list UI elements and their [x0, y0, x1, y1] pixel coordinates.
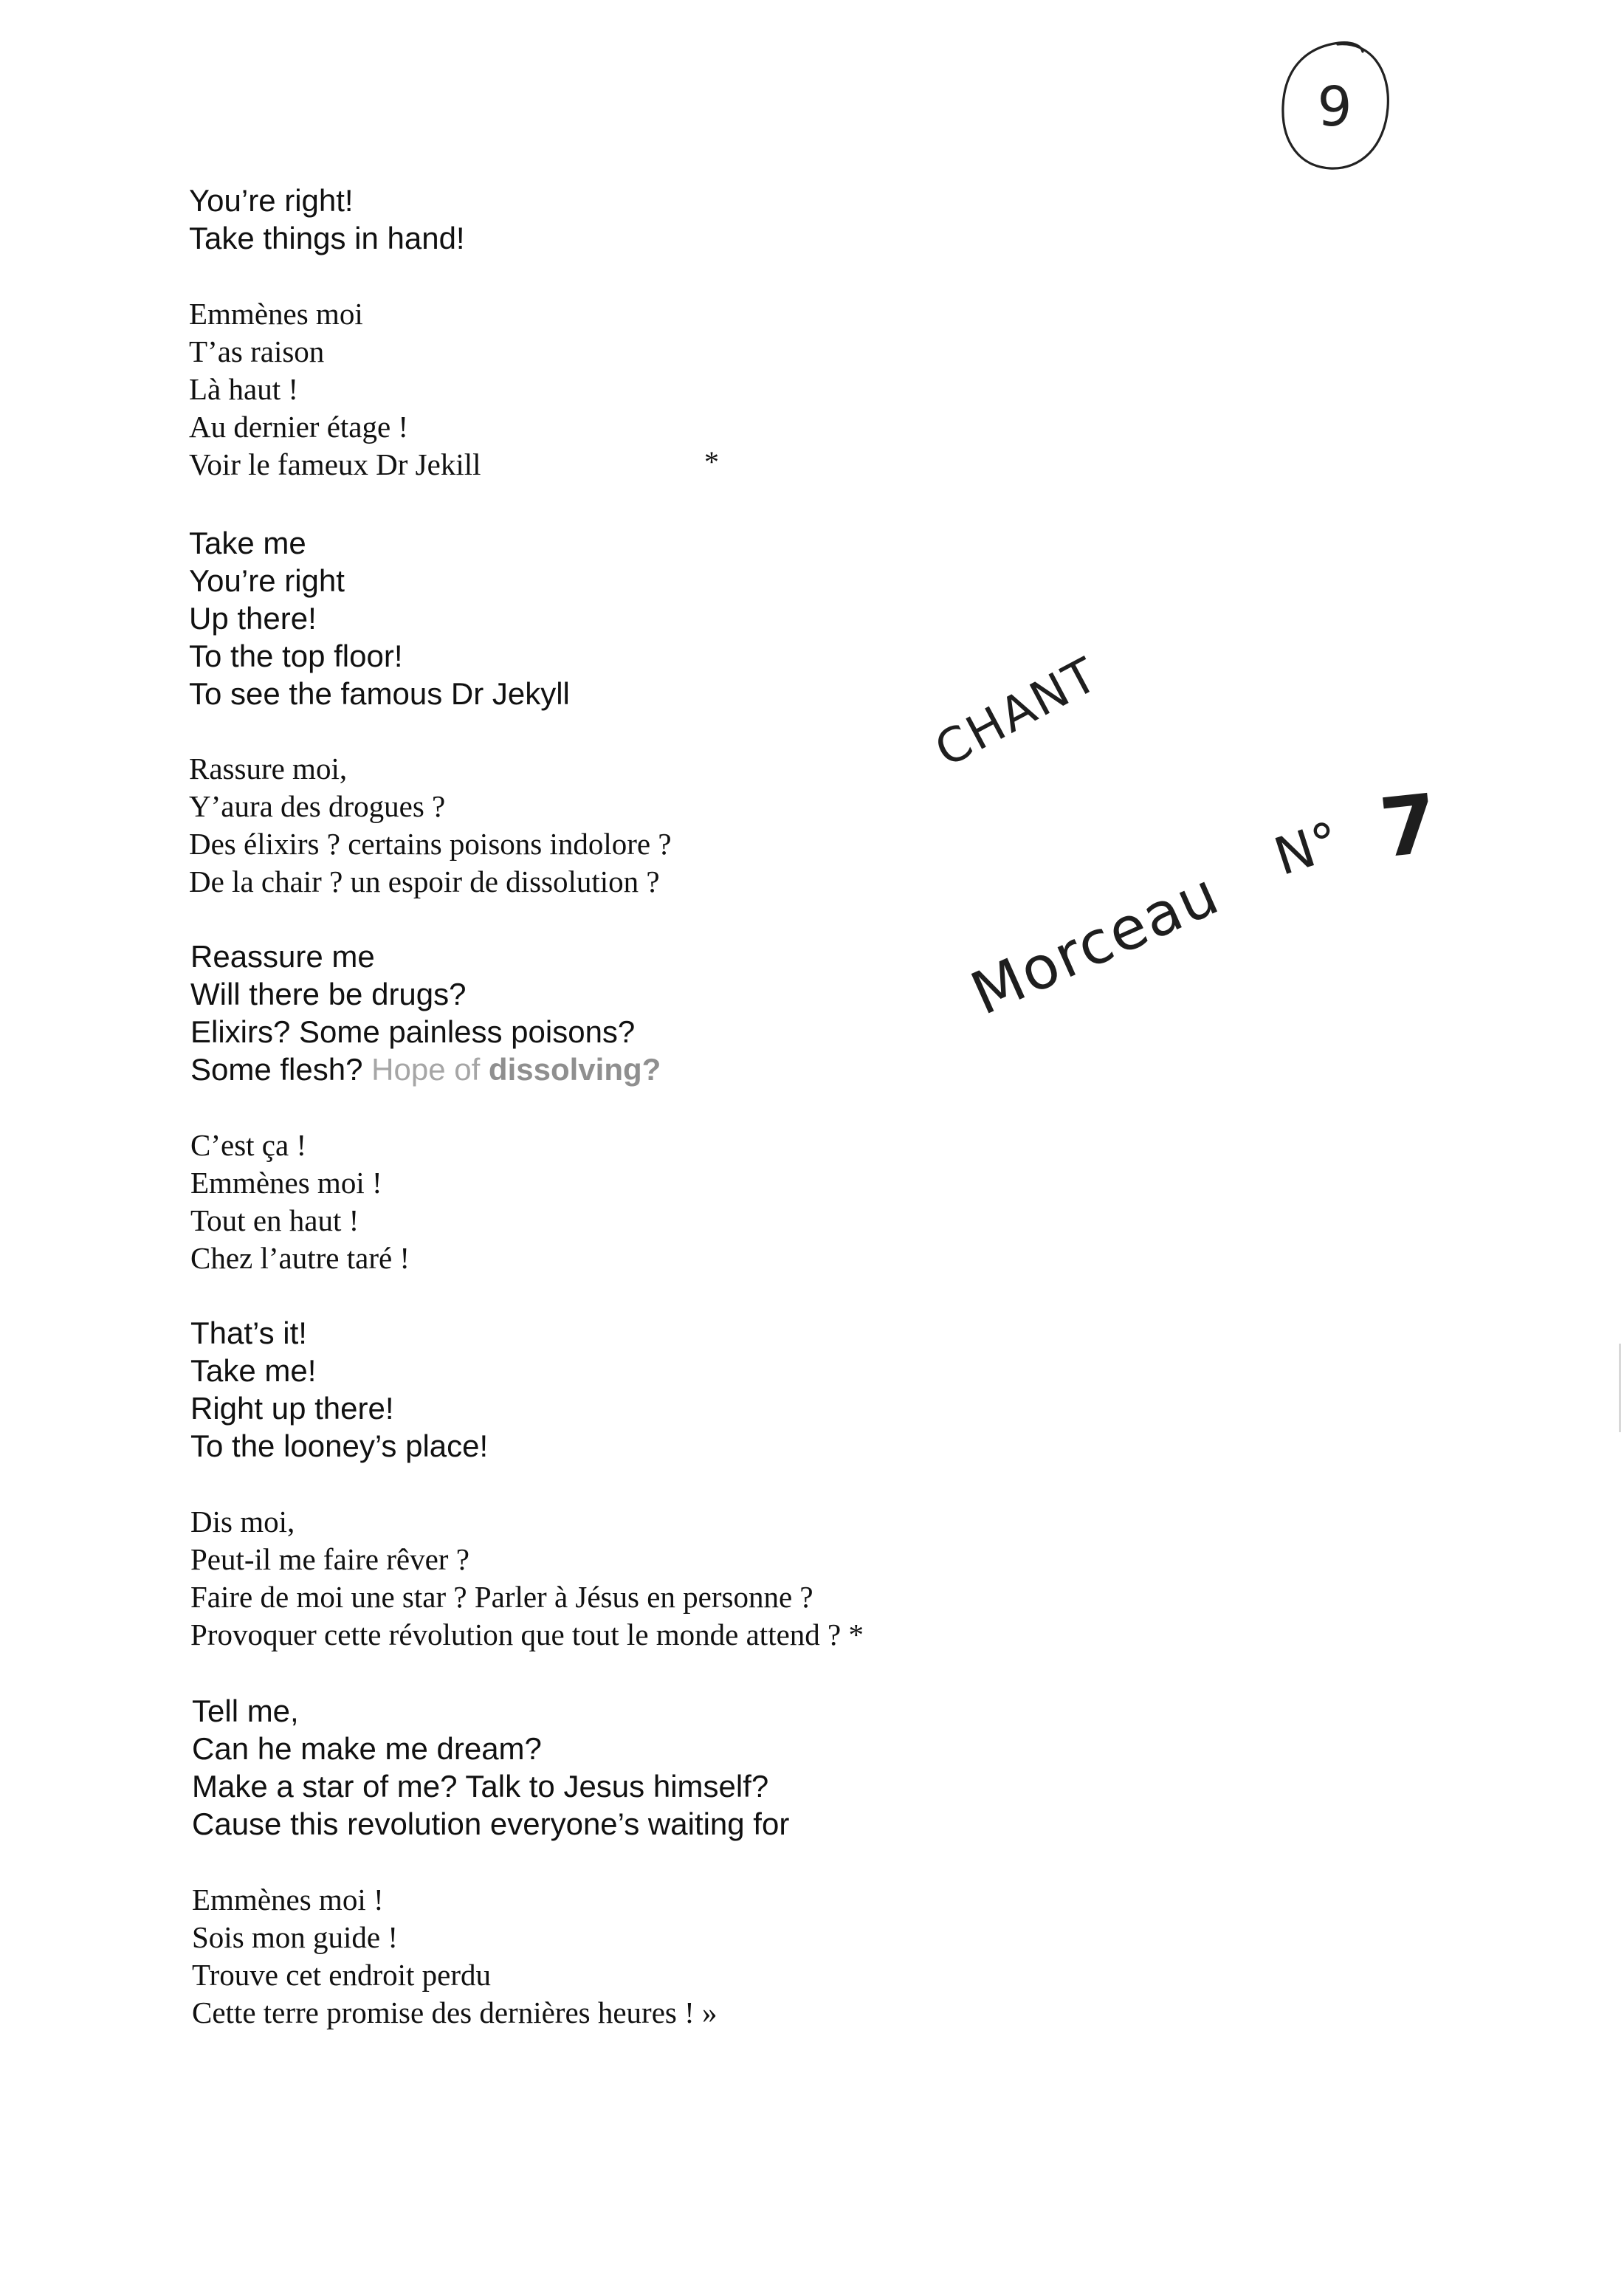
lyric-line: That’s it! — [190, 1316, 307, 1350]
lyric-line: Cette terre promise des dernières heures ! » — [192, 1995, 718, 2029]
lyric-line: Peut-il me faire rêver ? — [190, 1542, 469, 1576]
lyric-line: Can he make me dream? — [192, 1731, 542, 1766]
faded-text: Hope of — [371, 1052, 489, 1087]
lyric-line: Dis moi, — [190, 1505, 295, 1539]
lyric-line: Emmènes moi ! — [192, 1883, 384, 1916]
stanza-5 — [190, 938, 661, 1088]
lyric-line: Emmènes moi — [189, 297, 363, 331]
handwritten-number: 7 — [1375, 776, 1442, 876]
page-number: 9 — [1317, 75, 1352, 139]
lyric-line: To see the famous Dr Jekyll — [189, 676, 570, 711]
handwritten-chant: CHANT — [926, 647, 1108, 778]
lyric-line: Reassure me — [190, 939, 375, 974]
lyric-line: Faire de moi une star ? Parler à Jésus en personne ? — [190, 1580, 813, 1614]
lyric-line: Right up there! — [190, 1391, 394, 1426]
lyric-line: You’re right! — [189, 183, 354, 218]
lyric-line: Emmènes moi ! — [190, 1166, 382, 1200]
stanza-9 — [192, 1692, 789, 1843]
lyric-line: T’as raison — [189, 334, 325, 368]
lyric-line: Des élixirs ? certains poisons indolore ? — [189, 827, 672, 861]
lyric-line: You’re right — [189, 563, 345, 598]
lyric-line: De la chair ? un espoir de dissolution ? — [189, 864, 660, 898]
stanza-2 — [189, 295, 481, 484]
stanza-3 — [189, 524, 570, 712]
lyric-line: Take me — [189, 526, 306, 560]
lyric-line: Take things in hand! — [189, 221, 465, 255]
faded-bold-text: dissolving? — [488, 1052, 661, 1087]
lyric-line: Elixirs? Some painless poisons? — [190, 1014, 636, 1049]
lyric-line: Y’aura des drogues ? — [189, 789, 446, 823]
lyric-line: Trouve cet endroit perdu — [192, 1958, 491, 1992]
lyric-line: Chez l’autre taré ! — [190, 1241, 410, 1275]
lyric-line: Provoquer cette révolution que tout le monde attend ? * — [190, 1618, 864, 1651]
lyric-line: To the top floor! — [189, 639, 403, 673]
stanza-7 — [190, 1314, 488, 1465]
lyric-line-last — [190, 1051, 661, 1088]
stanza-6 — [190, 1127, 410, 1277]
scan-edge-mark — [1619, 1344, 1621, 1432]
handwritten-number-label: N° — [1267, 810, 1348, 887]
stanza-8 — [190, 1503, 864, 1654]
lyric-line: To the looney’s place! — [190, 1429, 489, 1463]
lyric-line: Cause this revolution everyone’s waiting for — [192, 1806, 790, 1841]
lyric-line: Will there be drugs? — [190, 977, 467, 1011]
stanza-1 — [189, 182, 465, 257]
lyric-line: Up there! — [189, 601, 317, 636]
lyric-line: Tout en haut ! — [190, 1203, 359, 1237]
lyric-line: Sois mon guide ! — [192, 1920, 399, 1954]
lyric-line: C’est ça ! — [190, 1128, 307, 1162]
stanza-4 — [189, 750, 672, 901]
lyric-line: Make a star of me? Talk to Jesus himself? — [192, 1769, 769, 1804]
lyric-line: Au dernier étage ! — [189, 410, 409, 444]
page-number-circle — [1276, 35, 1395, 176]
lyric-line: Là haut ! — [189, 372, 298, 406]
stanza-10 — [192, 1881, 718, 2032]
lyric-line: Take me! — [190, 1353, 317, 1388]
asterisk-mark: * — [704, 445, 719, 478]
handwritten-morceau: Morceau — [961, 859, 1230, 1028]
lyric-line: Rassure moi, — [189, 752, 348, 785]
lyric-line: Tell me, — [192, 1694, 299, 1728]
lyric-text: Some flesh? — [190, 1052, 372, 1087]
lyric-line: Voir le fameux Dr Jekill — [189, 447, 481, 481]
